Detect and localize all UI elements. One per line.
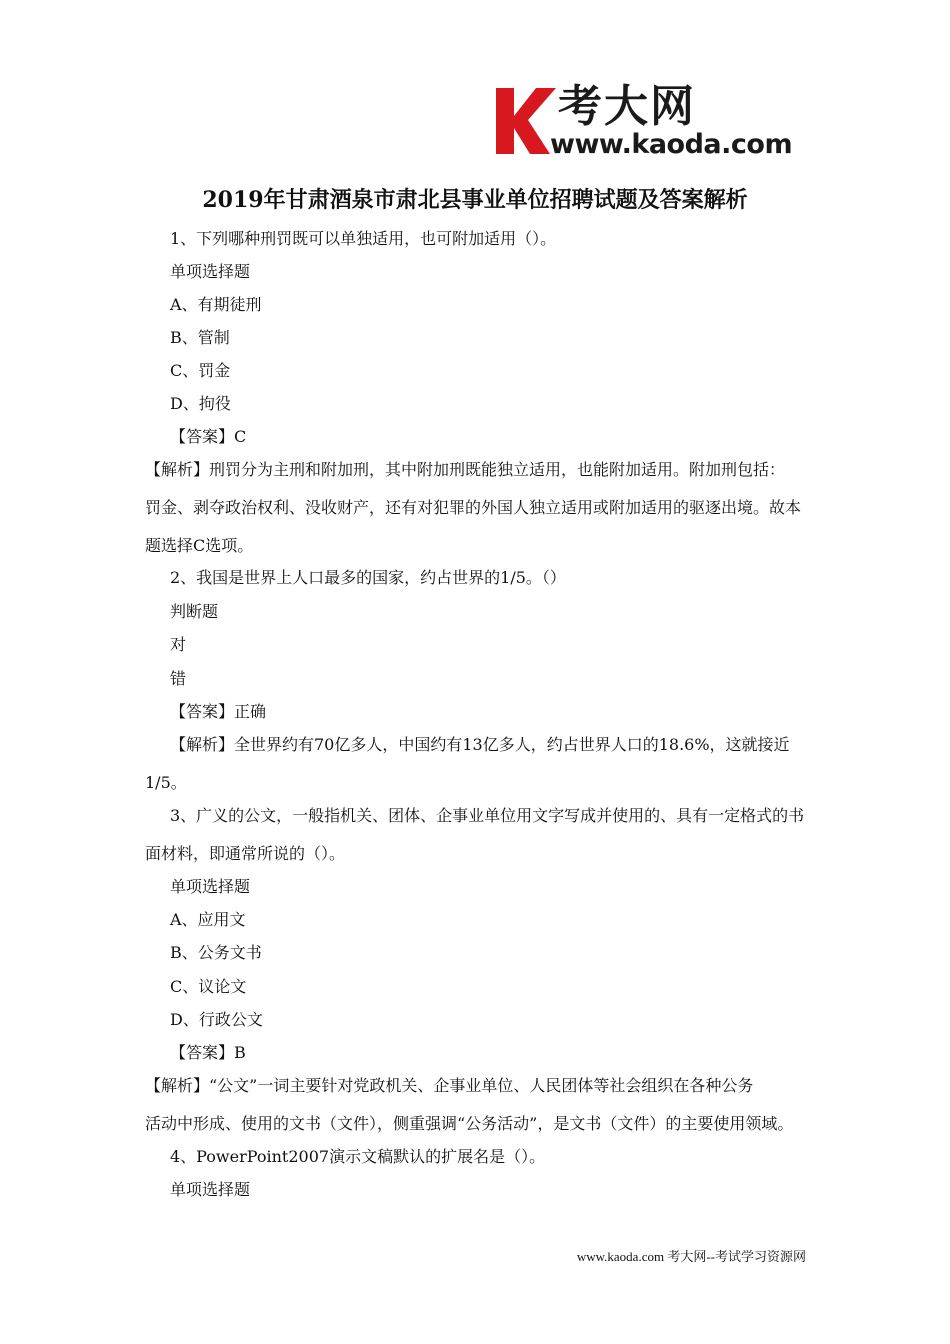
question-4-type: 单项选择题: [170, 1180, 251, 1199]
kaoda-logo: [492, 82, 812, 162]
question-1-type: 单项选择题: [170, 262, 251, 281]
question-2-explanation-line: 1/5。: [145, 773, 187, 792]
question-3-option-b: B、公务文书: [170, 943, 262, 962]
question-3-type: 单项选择题: [170, 877, 251, 896]
question-2-answer: 【答案】正确: [170, 702, 267, 721]
question-1-option-c: C、罚金: [170, 361, 231, 380]
logo-chinese-text: 考大网: [558, 81, 696, 132]
question-3-stem-line: 3、广义的公文，一般指机关、团体、企事业单位用文字写成并使用的、具有一定格式的书: [170, 806, 805, 825]
question-2-explanation-line: 【解析】全世界约有70亿多人，中国约有13亿多人，约占世界人口的18.6%，这就接近: [170, 735, 790, 754]
question-2-type: 判断题: [170, 602, 219, 621]
question-3-stem-line: 面材料，即通常所说的（）。: [145, 844, 346, 863]
question-3-option-c: C、议论文: [170, 977, 247, 996]
question-3-answer: 【答案】B: [170, 1043, 246, 1062]
question-3-explanation-line: 活动中形成、使用的文书（文件），侧重强调“公务活动”，是文书（文件）的主要使用领域。: [145, 1114, 794, 1133]
question-3-explanation-line: 【解析】“公文”一词主要针对党政机关、企事业单位、人民团体等社会组织在各种公务: [145, 1076, 754, 1095]
question-2-stem: 2、我国是世界上人口最多的国家，约占世界的1/5。（）: [170, 568, 566, 587]
question-1-answer: 【答案】C: [170, 427, 247, 446]
logo-url-text: www.kaoda.com: [550, 129, 793, 160]
question-1-stem: 1、下列哪种刑罚既可以单独适用，也可附加适用（）。: [170, 229, 557, 248]
question-2-option-true: 对: [170, 635, 187, 654]
question-3-option-a: A、应用文: [170, 910, 246, 929]
question-1-explanation-line: 罚金、剥夺政治权利、没收财产，还有对犯罪的外国人独立适用或附加适用的驱逐出境。故本: [145, 498, 802, 517]
question-1-option-b: B、管制: [170, 328, 230, 347]
question-1-option-a: A、有期徒刑: [170, 295, 262, 314]
question-1-option-d: D、拘役: [170, 394, 231, 413]
question-2-option-false: 错: [170, 669, 187, 688]
document-title: 2019年甘肃酒泉市肃北县事业单位招聘试题及答案解析: [202, 187, 748, 213]
question-4-stem: 4、PowerPoint2007演示文稿默认的扩展名是（）。: [170, 1147, 546, 1166]
question-3-option-d: D、行政公文: [170, 1010, 263, 1029]
question-1-explanation-line: 【解析】刑罚分为主刑和附加刑，其中附加刑既能独立适用，也能附加适用。附加刑包括：: [145, 460, 786, 479]
question-1-explanation-line: 题选择C选项。: [145, 536, 254, 555]
k-logo-icon: [492, 82, 558, 158]
page-footer: www.kaoda.com 考大网--考试学习资源网: [576, 1249, 806, 1264]
